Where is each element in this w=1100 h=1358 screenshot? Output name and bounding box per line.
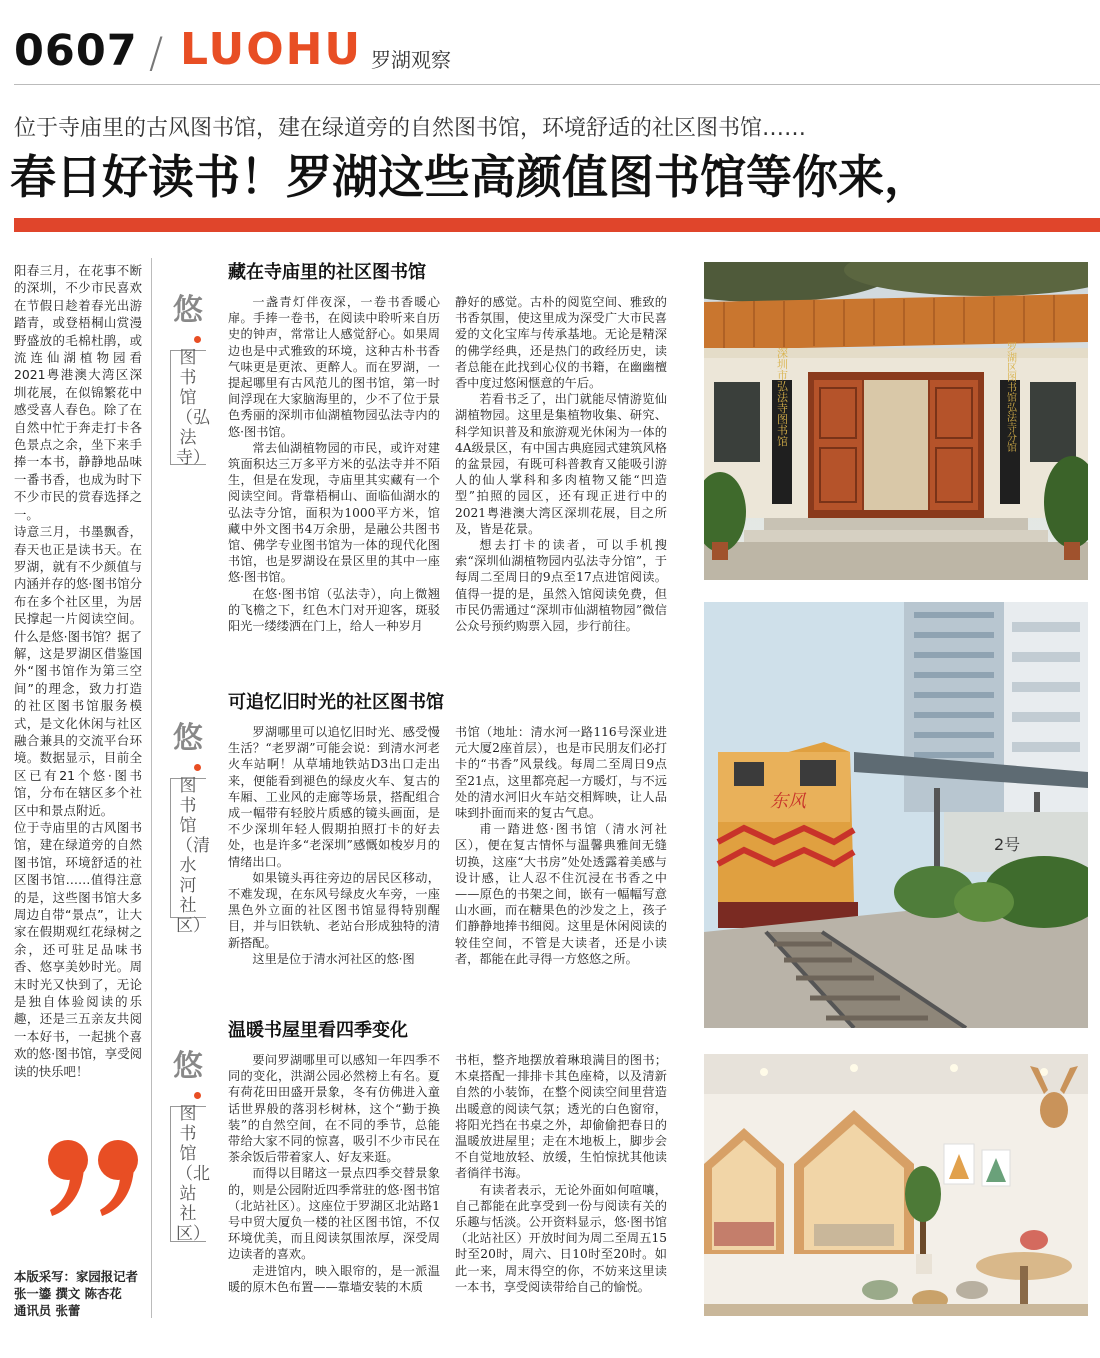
header-slash: /: [149, 28, 164, 77]
paragraph: 要问罗湖哪里可以感知一年四季不同的变化，洪湖公园必然榜上有名。夏有荷花田田盛开景象，冬有仿佛进入童话世界般的落羽杉树林，这个“勤于换装”的自然空间，在不同的季节，总能带给大家不同的惊喜，吸引不少市民在茶余饭后带着家人、好友来逛。: [228, 1053, 440, 1165]
column-divider: [151, 258, 152, 1318]
pre-title: 位于寺庙里的古风图书馆，建在绿道旁的自然图书馆，环境舒适的社区图书馆……: [14, 116, 807, 141]
sign-right: 罗湖区图书馆弘法寺分馆: [1004, 342, 1016, 452]
tag-text: 图书馆（清水河社区）: [176, 776, 210, 936]
quote-mark-icon: [46, 1130, 146, 1220]
tag-text: 图书馆（北站社区）: [176, 1104, 210, 1244]
section-title: 温暖书屋里看四季变化: [228, 1020, 408, 1041]
paragraph: 这里是位于清水河社区的悠·图: [252, 951, 415, 966]
library-tag: [168, 293, 212, 476]
paragraph: 而得以目睹这一景点四季交替景象的，则是公园附近四季常驻的悠·图书馆（北站社区）。这座位于罗湖区北站路1号中贸大厦负一楼的社区图书馆，不仅环境优美，而且阅读氛围浓厚，深受周边读者的喜欢。: [228, 1166, 440, 1262]
credits: [14, 1268, 154, 1319]
intro-paragraph: 位于寺庙里的古风图书馆，建在绿道旁的自然图书馆，环境舒适的社区图书馆……值得注意的是，这些图书馆大多周边自带“景点”，让大家在假期观红花绿树之余，还可驻足品味书香、悠享美妙时光。周末时光又快到了，无论是独自体验阅读的乐趣，还是三五亲友共阅一本好书，一起挑个喜欢的悠·图书馆，享受阅读的快乐吧！: [14, 820, 142, 1079]
temple-library-photo: [704, 262, 1088, 580]
paragraph: 罗湖哪里可以追忆旧时光、感受慢生活？“老罗湖”可能会说：到清水河老火车站啊！从草埔地铁站D3出口走出来，便能看到褪色的绿皮火车、复古的车厢、工业风的走廊等场景，搭配组合成一幅带有轻胶片质感的镜头画面，是不少深圳年轻人假期拍照打卡的好去处，也是许多“老深圳”感慨如梭岁月的情绪出口。: [228, 725, 440, 869]
svg-text:东风: 东风: [770, 791, 806, 812]
tag-dot: [194, 336, 201, 343]
section-2-col-2: [455, 724, 667, 967]
credits-line: 通讯员 张蕾: [14, 1303, 81, 1318]
paragraph: 有读者表示，无论外面如何喧嚷，自己都能在此享受到一份与阅读有关的乐趣与恬淡。公开资料显示，悠·图书馆（北站社区）开放时间为周二至周五15时至20时，周六、日10时至20时。如此一来，周末得空的你，不妨来这里读一本书，享受阅读带给自己的愉悦。: [455, 1182, 667, 1294]
page-number: 0607: [14, 26, 138, 76]
tag-dot: [194, 1092, 201, 1099]
paragraph: 如果镜头再往旁边的居民区移动，不难发现，在东风号绿皮火车旁，一座黑色外立面的社区图书馆显得特别醒目，并与旧铁轨、老站台形成独特的清新搭配。: [228, 870, 440, 950]
section-3-col-1: [228, 1052, 440, 1295]
section-title: 藏在寺庙里的社区图书馆: [228, 262, 426, 283]
paragraph: 甫一踏进悠·图书馆（清水河社区），便在复古情怀与温馨典雅间无缝切换，这座“大书房”处处透露着美感与设计感，让人忍不住沉浸在书香之中——原色的书架之间，嵌有一幅幅写意山水画，而在糖果色的沙发之上，孩子们静静地捧书细阅。这里是休闲阅读的较佳空间，不管是大读者，还是小读者，都能在此寻得一方悠悠之所。: [455, 822, 667, 966]
library-tag: [168, 721, 212, 936]
intro-paragraph: 诗意三月，书墨飘香，春天也正是读书天。在罗湖，就有不少颜值与内涵并存的悠·图书馆分布在多个社区里，为居民撑起一片阅读空间。什么是悠·图书馆？据了解，这是罗湖区借鉴国外“图书馆作为第三空间”的理念，致力打造的社区图书馆服务模式，是文化休闲与社区融合兼具的交流平台环境。数据显示，目前全区已有21个悠·图书馆，分布在辖区多个社区中和景点附近。: [14, 524, 142, 818]
header-rule: [14, 84, 1100, 85]
paragraph: 常去仙湖植物园的市民，或许对建筑面积达三万多平方米的弘法寺并不陌生，但是在发现，寺庙里其实藏有一个阅读空间。背靠梧桐山、面临仙湖水的弘法寺分馆，面积为1000平方米，馆藏中外文图书4万余册，是融公共图书馆、佛学专业图书馆为一体的现代化图书馆，也是罗湖设在景区里的其中一座悠·图书馆。: [228, 440, 440, 585]
paragraph: 书柜，整齐地摆放着琳琅满目的图书；木桌搭配一排排卡其色座椅，以及清新自然的小装饰，在整个阅读空间里营造出暖意的阅读气氛；透光的白色窗帘，将阳光挡在书桌之外，却偷偷把春日的温暖放进屋里；走在木地板上，脚步会不自觉地放轻、放缓，生怕惊扰其他读者徜徉书海。: [455, 1053, 667, 1181]
section-1-col-1: [228, 294, 440, 634]
section-2-col-1: [228, 724, 440, 967]
paragraph: 书馆（地址：清水河一路116号深业进元大厦2座首层），也是市民朋友们必打卡的“书香”风景线。每周二至周日9点至21点，这里都亮起一方暖灯，与不远处的清水河旧火车站交相辉映，让人品味到扑面而来的复古气息。: [455, 725, 667, 821]
building-sign: 2号: [994, 835, 1021, 854]
tag-dot: [194, 764, 201, 771]
paragraph: 在悠·图书馆（弘法寺），向上微翘的飞檐之下，红色木门对开迎客，斑驳阳光一缕缕洒在门上，给人一种岁月: [228, 586, 440, 634]
headline-red-bar: [14, 218, 1100, 232]
tag-you-char: 悠: [173, 721, 203, 756]
credits-line: 本版采写：家园报记者: [14, 1269, 138, 1284]
tag-text: 图书馆（弘法寺）: [176, 348, 210, 468]
paragraph: 若看书乏了，出门就能尽情游览仙湖植物园。这里是集植物收集、研究、科学知识普及和旅游观光休闲为一体的4A级景区，有中国古典庭园式建筑风格的盆景园，有既可科普教育又能吸引游人的仙人掌科和多肉植物又能“凹造型”拍照的园区，还有现正进行中的2021粤港澳大湾区深圳花展，目之所及，皆是花景。: [455, 392, 667, 536]
intro-paragraph: 阳春三月，在花事不断的深圳，不少市民喜欢在节假日趁着春光出游踏青，或登梧桐山赏漫野盛放的毛棉杜鹃，或流连仙湖植物园看2021粤港澳大湾区深圳花展，在似锦繁花中感受喜人春色。除了在自然中忙于奔走打卡各色景点之余，坐下来手捧一本书，静静地品味一番书香，也成为时下不少市民的赏春选择之一。: [14, 263, 142, 522]
paragraph: 想去打卡的读者，可以手机搜索“深圳仙湖植物园内弘法寺分馆”，于每周二至周日的9点至17点进馆阅读。值得一提的是，虽然入馆阅读免费，但市民仍需通过“深圳市仙湖植物园”微信公众号预约购票入园，步行前往。: [455, 538, 667, 634]
tag-you-char: 悠: [173, 1049, 203, 1084]
section-3-col-2: [455, 1052, 667, 1295]
paragraph: 走进馆内，映入眼帘的，是一派温暖的原木色布置——靠墙安装的木质: [228, 1263, 440, 1294]
paragraph: 静好的感觉。古朴的阅览空间、雅致的书香氛围，使这里成为深受广大市民喜爱的文化宝库与传承基地。无论是精深的佛学经典，还是热门的政经历史，读者总能在此找到心仪的书籍，在幽幽檀香中度过悠闲惬意的午后。: [455, 295, 667, 391]
section-name-en: LUOHU: [180, 24, 363, 75]
section-1-col-2: [455, 294, 667, 634]
section-name-cn: 罗湖观察: [371, 48, 451, 72]
tag-you-char: 悠: [173, 293, 203, 328]
section-title: 可追忆旧时光的社区图书馆: [228, 692, 444, 713]
train-photo: [704, 602, 1088, 1028]
interior-photo: [704, 1054, 1088, 1316]
intro-column: [14, 262, 142, 1080]
credits-line: 张一鎏 撰文 陈杏花: [14, 1286, 122, 1301]
headline: 春日好读书！罗湖这些高颜值图书馆等你来，: [10, 150, 930, 204]
library-tag: [168, 1049, 212, 1252]
sign-left: 深圳市弘法寺图书馆: [775, 347, 789, 447]
paragraph: 一盏青灯伴夜深，一卷书香暖心扉。手捧一卷书，在阅读中聆听来自历史的钟声，常常让人感觉舒心。如果周边也是中式雅致的环境，这种古朴书香气味更是更浓、更醉人。而在罗湖，一提起哪里有古风范儿的图书馆，第一时间浮现在大家脑海里的，少不了位于景色秀丽的深圳市仙湖植物园弘法寺内的悠·图书馆。: [228, 295, 440, 439]
